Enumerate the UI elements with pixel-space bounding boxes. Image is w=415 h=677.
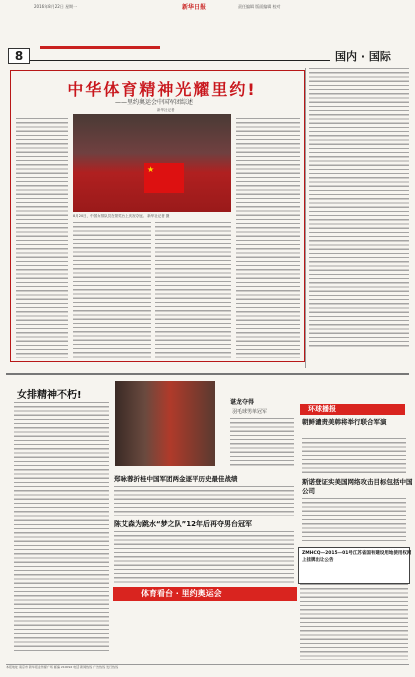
section-title: 国内 · 国际 (335, 50, 391, 63)
lead-subheadline: ——里约奥运会中国军团综述 (115, 99, 194, 106)
editor-line: 责任编辑 版面编辑 校对 (238, 4, 281, 9)
header-accent-bar (40, 46, 160, 49)
world-news-banner (300, 404, 405, 415)
korea-headline[interactable]: 朝鲜谴责美韩将举行联合军演 (302, 418, 387, 426)
women-text-column (14, 402, 109, 652)
women-headline[interactable]: 女排精神不朽! (17, 390, 82, 401)
star-icon: ★ (147, 165, 155, 174)
photo-caption: 8月20日，中国女排队员在领奖台上庆祝夺冠。 新华社记者 摄 (73, 214, 170, 218)
badminton-headline[interactable]: 谌龙夺得 (230, 399, 255, 406)
olympics-banner-label: 体育看台 · 里约奥运会 (141, 589, 222, 598)
badminton-photo[interactable] (115, 381, 215, 466)
lead-text-column-1 (16, 118, 68, 358)
masthead: 新华日报 (182, 4, 207, 11)
lead-text-column-4 (155, 222, 231, 358)
badminton-subheadline: 羽毛球男单冠军 (232, 409, 268, 415)
page-number: 8 (8, 48, 30, 64)
diving-headline[interactable]: 陈艾森为跳水“梦之队”12年后再夺男台冠军 (114, 520, 252, 528)
section-rule (6, 373, 409, 375)
korea-text (302, 438, 406, 474)
lead-text-column-3 (73, 222, 151, 358)
olympics-banner (113, 587, 297, 601)
lead-byline: 新华社记者 (157, 108, 175, 112)
land-auction-title: ZMHCQ—2015—01号江苏省国有建设用地使用权网上挂牌出让公告 (302, 551, 412, 563)
diving-text (114, 531, 294, 583)
lead-headline[interactable]: 中华体育精神光耀里约! (67, 80, 257, 99)
issue-date: 2016年8月22日 星期一 (34, 4, 78, 9)
footer-text: 本报地址 南京市 新华报业传媒广场 邮编 210092 电话 新闻热线 广告热线 发行热线 (6, 665, 119, 669)
header-rule (30, 60, 330, 61)
relay-text (114, 486, 294, 516)
lead-text-column-2 (236, 118, 300, 358)
badminton-text (230, 418, 294, 468)
snowden-text (302, 498, 406, 542)
world-news-banner-label: 环球播报 (308, 405, 336, 413)
column-divider (305, 68, 306, 368)
top-bar (6, 2, 409, 12)
notice-text (300, 584, 408, 660)
right-text-column (309, 68, 409, 348)
relay-headline[interactable]: 郑咏蓉折桂中国军团两金逐平历史最佳战绩 (114, 475, 238, 483)
snowden-headline[interactable]: 斯诺登证实美国网络攻击目标包括中国公司 (302, 478, 413, 495)
footer-bar (6, 664, 409, 671)
